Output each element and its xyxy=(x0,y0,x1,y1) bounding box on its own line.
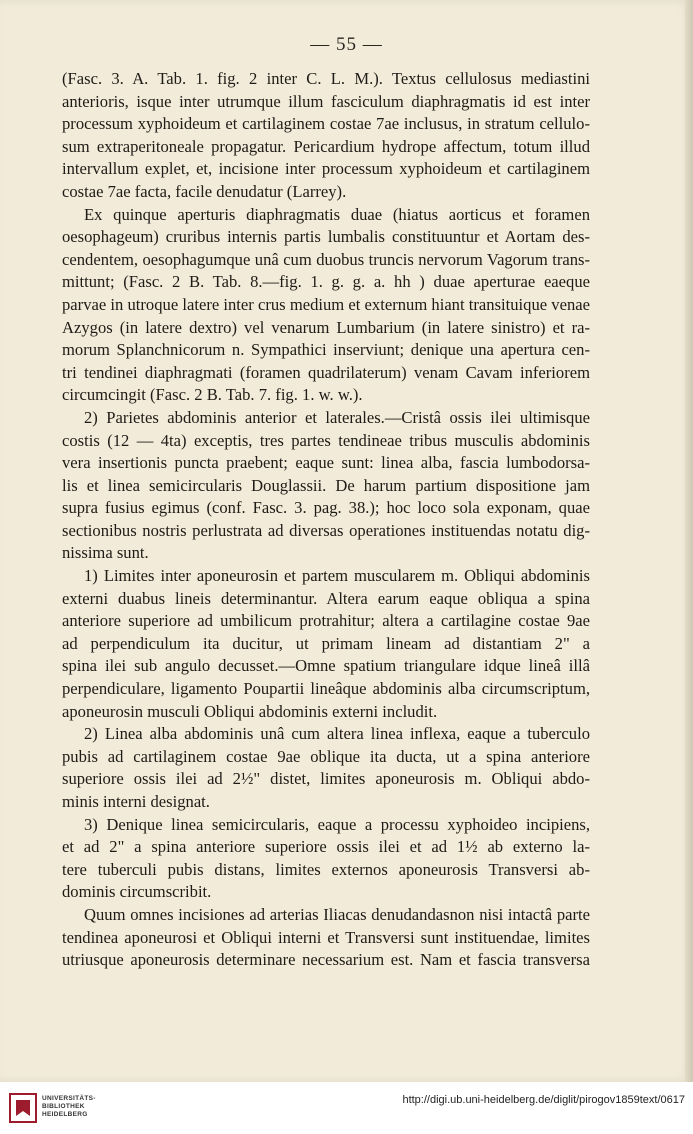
institution-line: HEIDELBERG xyxy=(42,1111,88,1118)
text-line: vera insertionis puncta praebent; eaque sunt: linea alba, fascia lumbodorsa- xyxy=(62,453,590,473)
text-line: processum xyphoideum et cartilaginem costae 7ae inclusus, in stratum cellulo- xyxy=(62,114,590,134)
text-line: oesophageum) cruribus internis partis lumbalis constituuntur et Aortam des- xyxy=(62,227,590,247)
text-line: externi duabus lineis determinantur. Altera earum eaque obliqua a spina xyxy=(62,588,590,608)
text-line: superiore ossis ilei ad 2½" distet, limites aponeurosis m. Obliqui abdo- xyxy=(62,769,590,789)
text-line: 2) Parietes abdominis anterior et laterales.—Cristâ ossis ilei ultimisque xyxy=(84,407,590,427)
institution-line: BIBLIOTHEK xyxy=(42,1103,85,1110)
institution-line: UNIVERSITÄTS- xyxy=(42,1095,96,1102)
text-line: Quum omnes incisiones ad arterias Iliacas denudandasnon nisi intactâ parte xyxy=(84,904,590,924)
text-line: cendentem, oesophagumque unâ cum duobus truncis nervorum Vagorum trans- xyxy=(62,249,590,269)
text-line: spina ilei sub angulo decusset.—Omne spatium triangulare idque lineâ illâ xyxy=(62,656,590,676)
text-line: ad perpendiculum ita ducitur, ut primam lineam ad distantiam 2" a xyxy=(62,633,590,653)
body-text xyxy=(62,68,590,972)
text-line: perpendiculare, ligamento Poupartii lineâque abdominis alba circumscriptum, xyxy=(62,679,590,699)
text-line: pubis ad cartilaginem costae 9ae oblique ita ducta, ut a spina anteriore xyxy=(62,746,590,766)
text-line: 2) Linea alba abdominis unâ cum altera linea inflexa, eaque a tuberculo xyxy=(84,724,590,744)
text-line: lis et linea semicircularis Douglassii. De harum partium dispositione jam xyxy=(62,475,590,495)
text-line: dominis circumscribit. xyxy=(62,882,212,902)
footer-bar xyxy=(0,1082,693,1134)
text-line: tri tendinei diaphragmati (foramen quadrilaterum) venam Cavam inferiorem xyxy=(62,362,590,382)
text-line: sum extraperitoneale propagatur. Pericardium hydrope affectum, totum illud xyxy=(62,136,590,156)
text-line: aponeurosin musculi Obliqui abdominis externi includit. xyxy=(62,701,438,721)
text-line: sectionibus nostris perlustrata ad diversas operationes instituendas notatu dig- xyxy=(62,520,590,540)
text-line: tendinea aponeurosi et Obliqui interni et Transversi sunt instituendae, limites xyxy=(62,927,590,947)
text-line: et ad 2" a spina anteriore superiore ossis ilei et ad 1½ ab externo la- xyxy=(62,837,590,857)
page-edge-shadow xyxy=(685,0,693,1082)
text-line: parvae in utroque latere inter crus medium et externum hiant transituique venae xyxy=(62,294,590,314)
text-line: intervallum explet, et, incisione inter processum xyphoideum et cartilaginem xyxy=(62,159,590,179)
university-library-logo-icon xyxy=(8,1092,38,1124)
text-line: 3) Denique linea semicircularis, eaque a processu xyphoideo incipiens, xyxy=(84,814,590,834)
text-line: Ex quinque aperturis diaphragmatis duae (hiatus aorticus et foramen xyxy=(84,204,590,224)
text-line: 1) Limites inter aponeurosin et partem muscularem m. Obliqui abdominis xyxy=(84,566,590,586)
text-line: costae 7ae facta, facile denudatur (Larrey). xyxy=(62,181,347,201)
text-line: morum Splanchnicorum n. Sympathici inserviunt; denique una apertura cen- xyxy=(62,340,590,360)
text-line: minis interni designat. xyxy=(62,792,210,811)
page-number: — 55 — xyxy=(310,34,383,55)
text-line: anteriore superiore ad umbilicum protrahitur; altera a cartilagine costae 9ae xyxy=(62,611,590,631)
text-line: anterioris, isque inter utrumque illum fasciculum diaphragmatis id est inter xyxy=(62,91,590,111)
text-line: mittunt; (Fasc. 2 B. Tab. 8.—fig. 1. g. g. a. hh ) duae aperturae eaeque xyxy=(62,272,590,292)
text-line: tere tuberculi pubis distans, limites externos aponeurosis Transversi ab- xyxy=(62,859,590,879)
text-line: Azygos (in latere dextro) vel venarum Lumbarium (in latere sinistro) et ra- xyxy=(62,317,590,337)
source-url-link[interactable]: http://digi.ub.uni-heidelberg.de/diglit/pirogov1859text/0617 xyxy=(402,1094,685,1106)
text-line: utriusque aponeurosis determinare necessarium est. Nam et fascia transversa xyxy=(62,950,590,970)
text-line: nissima sunt. xyxy=(62,543,149,563)
text-line: supra fusius egimus (conf. Fasc. 3. pag. 38.); hoc loco sola exponam, quae xyxy=(62,498,590,518)
text-line: costis (12 — 4ta) exceptis, tres partes tendineae tribus musculis abdominis xyxy=(62,430,590,450)
text-line: (Fasc. 3. A. Tab. 1. fig. 2 inter C. L. M.). Textus cellulosus mediastini xyxy=(62,69,590,88)
institution-name xyxy=(42,1095,96,1119)
text-line: circumcingit (Fasc. 2 B. Tab. 7. fig. 1. w. w.). xyxy=(62,385,363,405)
